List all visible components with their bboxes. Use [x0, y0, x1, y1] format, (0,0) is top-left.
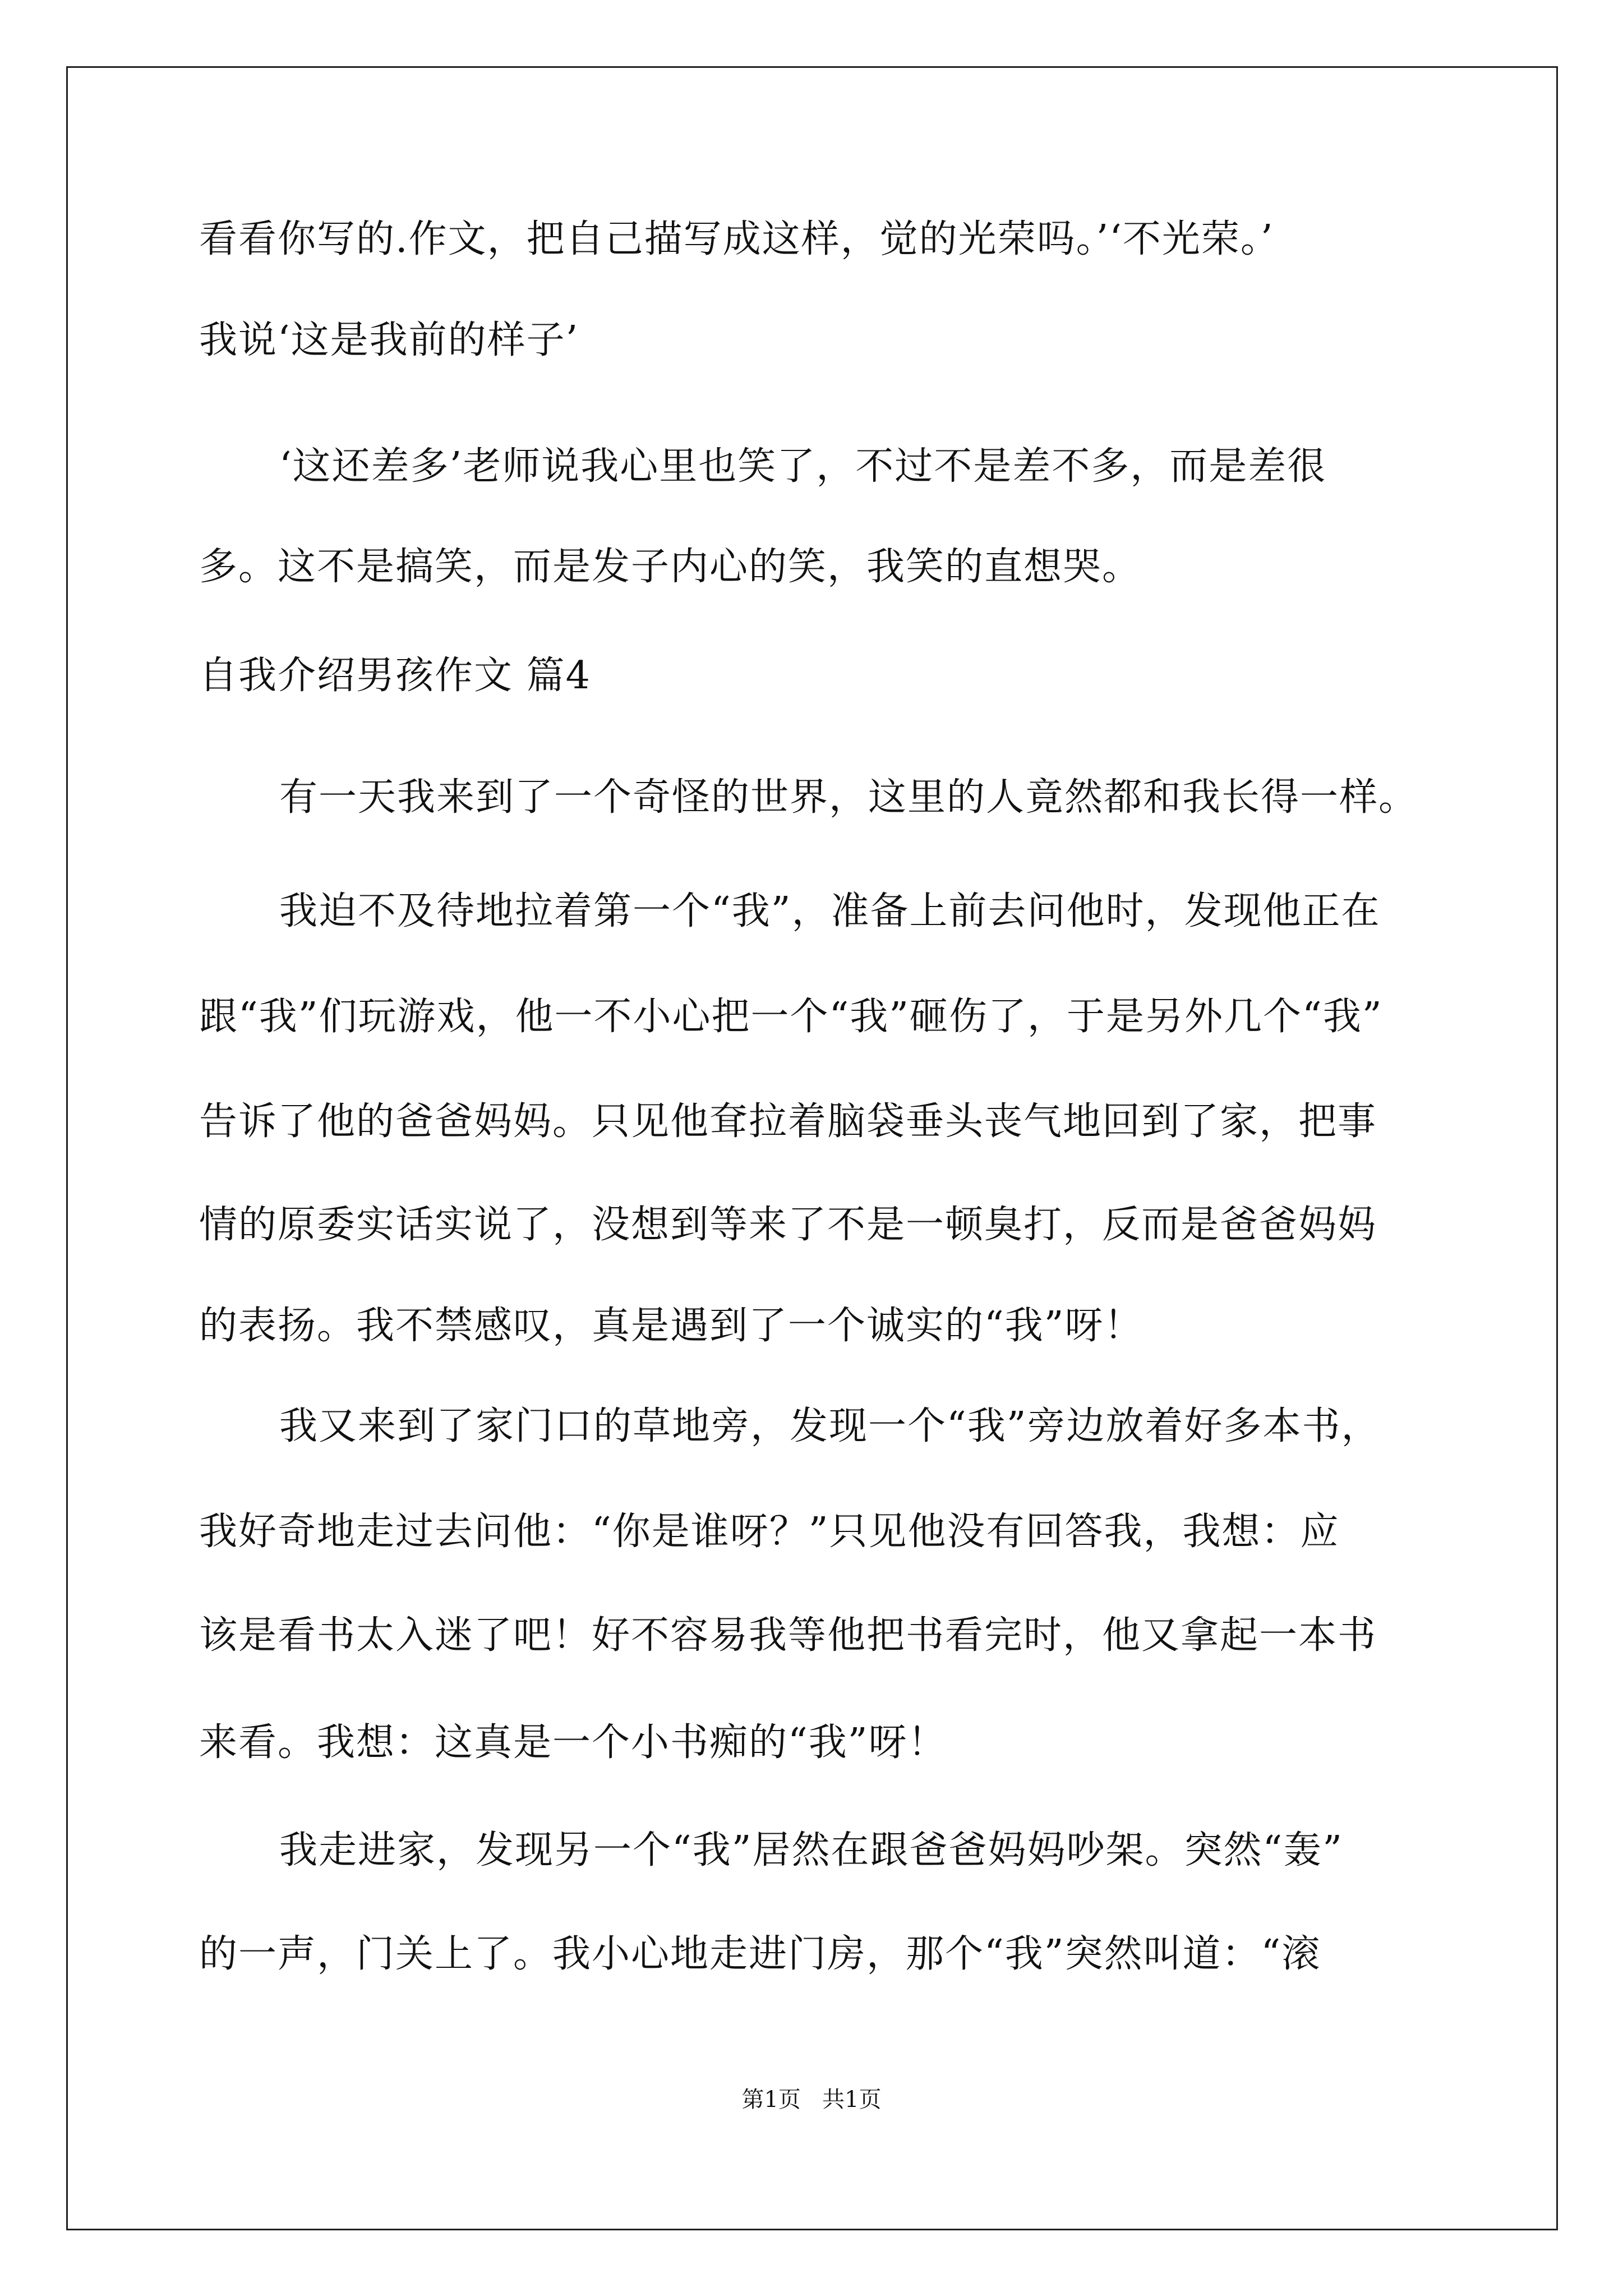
- section-heading: 自我介绍男孩作文 篇4: [199, 654, 591, 698]
- text-line: 跟“我”们玩游戏，他一不小心把一个“我”砸伤了，于是另外几个“我”: [199, 995, 1383, 1039]
- text-line: 我迫不及待地拉着第一个“我”，准备上前去问他时，发现他正在: [279, 889, 1381, 933]
- text-line: 有一天我来到了一个奇怪的世界，这里的人竟然都和我长得一样。: [279, 775, 1418, 820]
- text-line: 我走进家，发现另一个“我”居然在跟爸爸妈妈吵架。突然“轰”: [279, 1828, 1344, 1872]
- page-footer: 第1页 共1页: [741, 2087, 882, 2113]
- text-line: 情的原委实话实说了，没想到等来了不是一顿臭打，反而是爸爸妈妈: [199, 1203, 1377, 1247]
- text-line: 多。这不是搞笑，而是发子内心的笑，我笑的直想哭。: [199, 545, 1142, 589]
- page-border: [66, 66, 1558, 2230]
- text-line: 我又来到了家门口的草地旁，发现一个“我”旁边放着好多本书，: [279, 1404, 1381, 1448]
- text-line: 的表扬。我不禁感叹，真是遇到了一个诚实的“我”呀！: [199, 1304, 1144, 1348]
- text-line: ‘这还差多’老师说我心里也笑了，不过不是差不多，而是差很: [279, 444, 1327, 489]
- text-line: 我好奇地走过去问他：“你是谁呀？”只见他没有回答我，我想：应: [199, 1510, 1340, 1554]
- text-line: 的一声，门关上了。我小心地走进门房，那个“我”突然叫道：“滚: [199, 1932, 1321, 1976]
- text-line: 该是看书太入迷了吧！好不容易我等他把书看完时，他又拿起一本书: [199, 1613, 1377, 1658]
- text-line: 看看你写的.作文，把自己描写成这样，觉的光荣吗。’‘不光荣。’: [199, 217, 1274, 261]
- text-line: 告诉了他的爸爸妈妈。只见他耷拉着脑袋垂头丧气地回到了家，把事: [199, 1099, 1377, 1144]
- text-line: 我说‘这是我前的样子’: [199, 318, 579, 362]
- text-line: 来看。我想：这真是一个小书痴的“我”呀！: [199, 1720, 947, 1765]
